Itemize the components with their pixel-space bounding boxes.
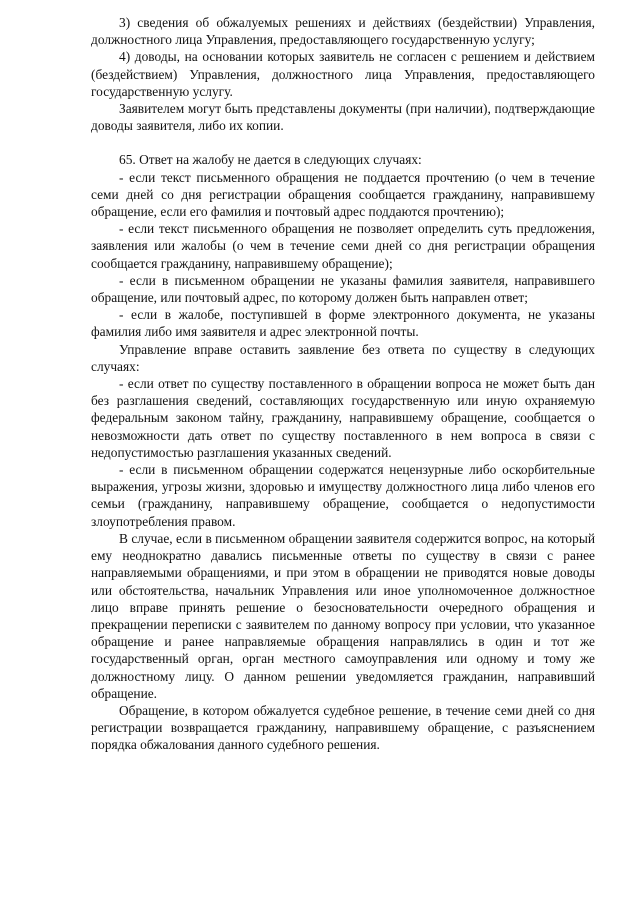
supporting-documents-paragraph: Заявителем могут быть представлены документы (при наличии), подтверждающие доводы заявителя, либо их копии. [91, 101, 595, 134]
document-page [91, 14, 595, 754]
list-item-unreadable-text: - если текст письменного обращения не поддается прочтению (о чем в течение семи дней со дня регистрации обращения сообщается гражданину, направившему обращение, если его фамилия и почтовый адрес поддаются прочтению); [91, 169, 595, 220]
list-item-obscene-expressions: - если в письменном обращении содержатся нецензурные либо оскорбительные выражения, угрозы жизни, здоровью и имуществу должностного лица либо членов его семьи (гражданину, направившему обращение, сообщается о недопустимости злоупотребления правом. [91, 462, 595, 529]
item-3-paragraph: 3) сведения об обжалуемых решениях и действиях (бездействии) Управления, должностного лица Управления, предоставляющего государственную услугу; [91, 15, 595, 48]
no-answer-cases-paragraph: Управление вправе оставить заявление без ответа по существу в следующих случаях: [91, 341, 595, 374]
list-item-no-email: - если в жалобе, поступившей в форме электронного документа, не указаны фамилия либо имя заявителя и адрес электронной почты. [91, 307, 595, 340]
clause-65-heading: 65. Ответ на жалобу не дается в следующих случаях: [119, 152, 422, 168]
list-item-no-name-or-address: - если в письменном обращении не указаны фамилия заявителя, направившего обращение, или почтовый адрес, по которому должен быть направлен ответ; [91, 272, 595, 306]
list-item-secret-information: - если ответ по существу поставленного в обращении вопроса не может быть дан без разглашения сведений, составляющих государственную или иную охраняемую федеральным законом тайну, гражданину, направившему обращение, сообщается о невозможности дать ответ по существу поставленного в нем вопроса в связи с недопустимостью разглашения указанных сведений. [91, 376, 595, 460]
court-decision-paragraph: Обращение, в котором обжалуется судебное решение, в течение семи дней со дня регистрации возвращается гражданину, направившему обращение, с разъяснением порядка обжалования данного судебного решения. [91, 702, 595, 753]
repeated-appeal-paragraph: В случае, если в письменном обращении заявителя содержится вопрос, на который ему неоднократно давались письменные ответы по существу в связи с ранее направляемыми обращениями, и при этом в обращении не приводятся новые доводы или обстоятельства, начальник Управления или иное уполномоченное должностное лицо вправе принять решение о безосновательности очередного обращения и прекращении переписки с заявителем по данному вопросу при условии, что указанное обращение и ранее направляемые обращения направлялись в один и тот же государственный орган, орган местного самоуправления или одному и тому же должностному лицу. О данном решении уведомляется гражданин, направивший обращение. [91, 530, 595, 701]
list-item-undefined-essence: - если текст письменного обращения не позволяет определить суть предложения, заявления или жалобы (о чем в течение семи дней со дня регистрации обращения сообщается гражданину, направившему обращение); [91, 221, 595, 271]
item-4-paragraph: 4) доводы, на основании которых заявитель не согласен с решением и действием (бездействием) Управления, должностного лица Управления, предоставляющего государственную услугу. [91, 49, 595, 99]
